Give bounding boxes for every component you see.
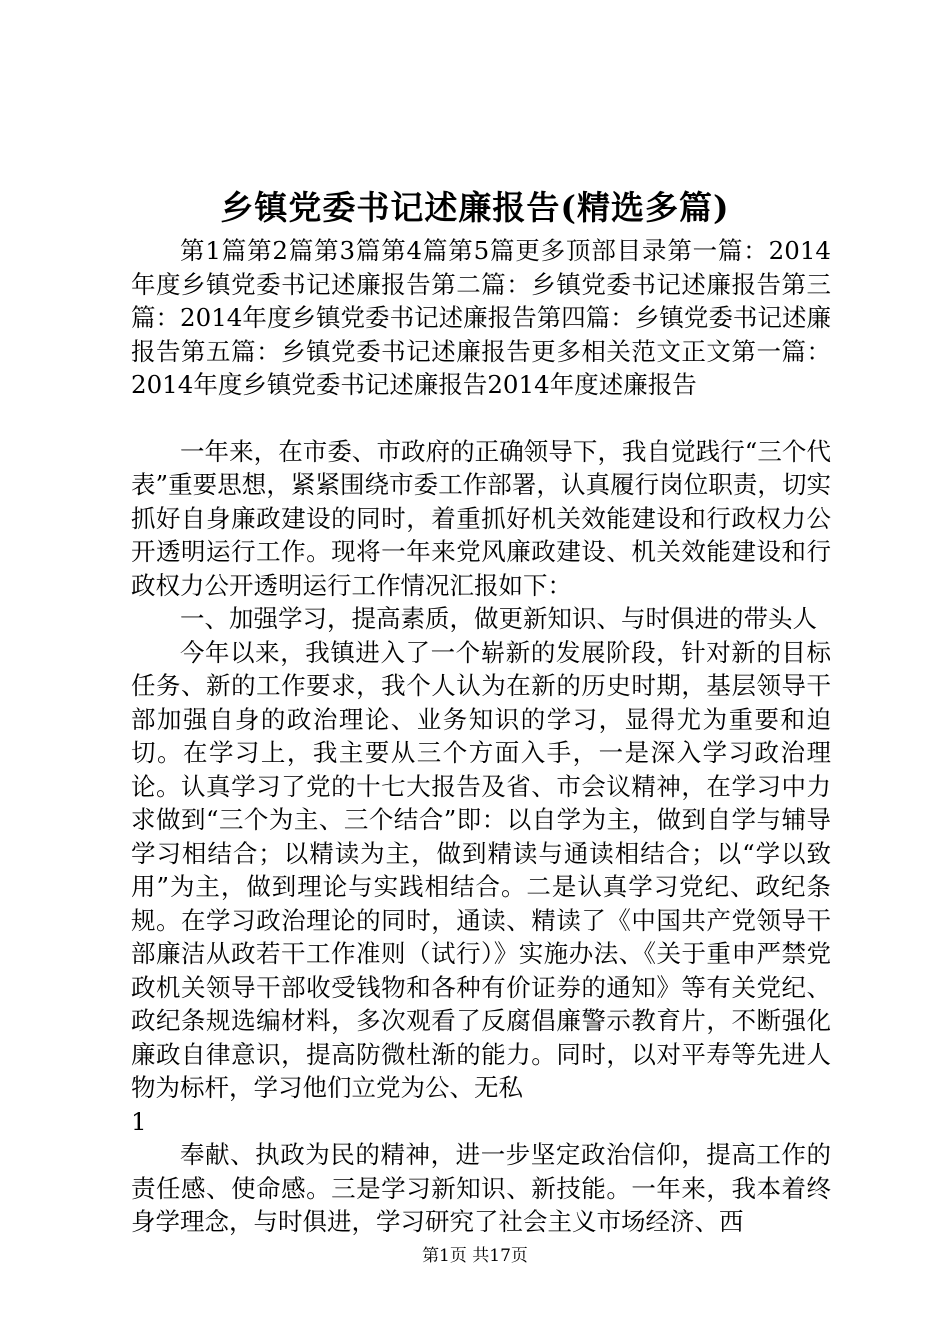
body-paragraph: 奉献、执政为民的精神，进一步坚定政治信仰，提高工作的责任感、使命感。三是学习新知识、新技能。一年来，我本着终身学理念，与时俱进，学习研究了社会主义市场经济、西 — [131, 1140, 831, 1236]
document-body — [131, 234, 831, 1239]
document-title: 乡镇党委书记述廉报告(精选多篇) — [220, 188, 730, 227]
inline-page-number: 1 — [131, 1106, 147, 1136]
body-paragraph: 今年以来，我镇进入了一个崭新的发展阶段，针对新的目标任务、新的工作要求，我个人认为在新的历史时期，基层领导干部加强自身的政治理论、业务知识的学习，显得尤为重要和迫切。在学习上，我主要从三个方面入手，一是深入学习政治理论。认真学习了党的十七大报告及省、市会议精神，在学习中力求做到“三个为主、三个结合”即：以自学为主，做到自学与辅导学习相结合；以精读为主，做到精读与通读相结合；以“学以致用”为主，做到理论与实践相结合。二是认真学习党纪、政纪条规。在学习政治理论的同时，通读、精读了《中国共产党领导干部廉洁从政若干工作准则（试行）》实施办法、《关于重申严禁党政机关领导干部收受钱物和各种有价证券的通知》等有关党纪、政纪条规选编材料，多次观看了反腐倡廉警示教育片，不断强化廉政自律意识，提高防微杜渐的能力。同时，以对平寿等先进人物为标杆，学习他们立党为公、无私 — [131, 637, 831, 1102]
page-footer: 第1页 共17页 — [422, 1246, 528, 1266]
table-of-contents-paragraph: 第1篇第2篇第3篇第4篇第5篇更多顶部目录第一篇：2014年度乡镇党委书记述廉报告第二篇：乡镇党委书记述廉报告第三篇：2014年度乡镇党委书记述廉报告第四篇：乡镇党委书记述廉报告第五篇：乡镇党委书记述廉报告更多相关范文正文第一篇：2014年度乡镇党委书记述廉报告2014年度述廉报告 — [131, 236, 831, 399]
section-heading: 一、加强学习，提高素质，做更新知识、与时俱进的带头人 — [180, 604, 817, 633]
body-paragraph: 一年来，在市委、市政府的正确领导下，我自觉践行“三个代表”重要思想，紧紧围绕市委工作部署，认真履行岗位职责，切实抓好自身廉政建设的同时，着重抓好机关效能建设和行政权力公开透明运行工作。现将一年来党风廉政建设、机关效能建设和行政权力公开透明运行工作情况汇报如下： — [131, 436, 831, 600]
